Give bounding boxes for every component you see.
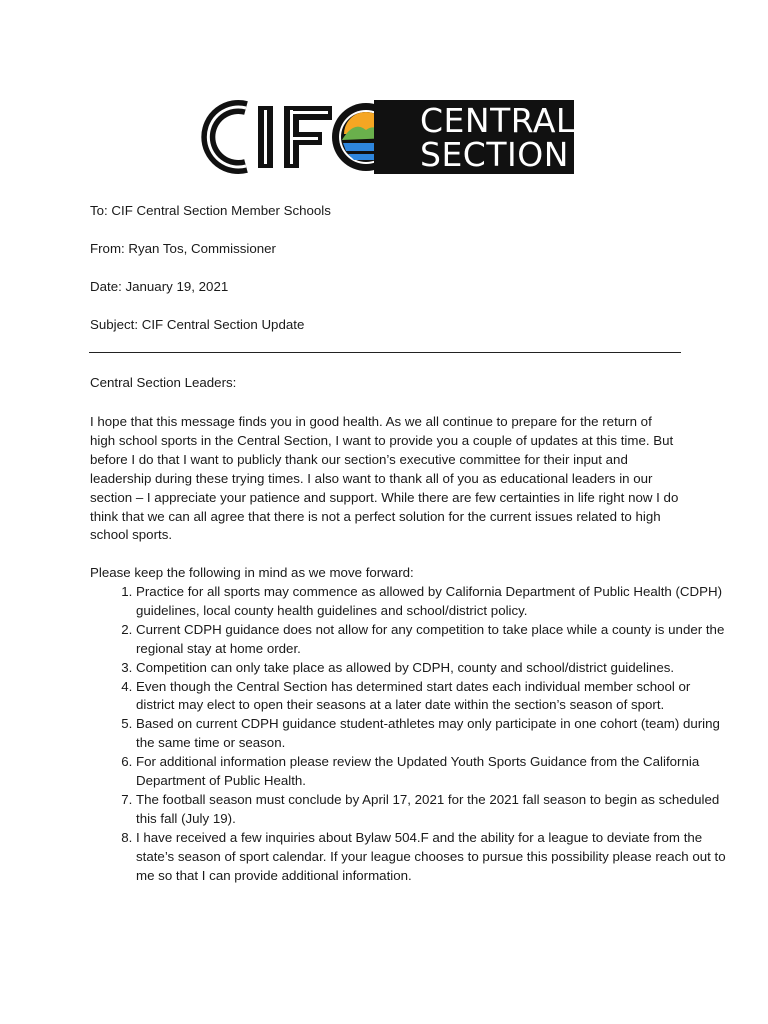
list-item: 1. Practice for all sports may commence as allowed by California Department of Public Health (CDPH) guidelines, local county health guidelines and school/district policy. bbox=[136, 583, 726, 621]
memo-date: Date: January 19, 2021 bbox=[90, 279, 229, 294]
header-divider bbox=[89, 352, 681, 353]
list-item: 3. Competition can only take place as allowed by CDPH, county and school/district guidelines. bbox=[136, 659, 726, 678]
salutation: Central Section Leaders: bbox=[90, 375, 237, 390]
list-item: 5. Based on current CDPH guidance student-athletes may only participate in one cohort (team) during the same time or season. bbox=[136, 715, 726, 753]
list-item: 6. For additional information please review the Updated Youth Sports Guidance from the California Department of Public Health. bbox=[136, 753, 726, 791]
logo-line-section: SECTION bbox=[420, 135, 569, 174]
guidance-list bbox=[90, 583, 726, 886]
list-intro: Please keep the following in mind as we move forward: bbox=[90, 565, 414, 580]
memo-to: To: CIF Central Section Member Schools bbox=[90, 203, 331, 218]
memo-from: From: Ryan Tos, Commissioner bbox=[90, 241, 276, 256]
cif-central-section-logo bbox=[194, 96, 574, 178]
list-item: 7. The football season must conclude by April 17, 2021 for the 2021 fall season to begin as scheduled this fall (July 19). bbox=[136, 791, 726, 829]
memo-subject: Subject: CIF Central Section Update bbox=[90, 317, 305, 332]
list-item: 2. Current CDPH guidance does not allow for any competition to take place while a county is under the regional stay at home order. bbox=[136, 621, 726, 659]
logo-line-central: CENTRAL bbox=[420, 101, 575, 140]
list-item: 8. I have received a few inquiries about Bylaw 504.F and the ability for a league to deviate from the state’s season of sport calendar. If your league chooses to pursue this possibility please reach out to me so that I can provide additional information. bbox=[136, 829, 726, 886]
list-item: 4. Even though the Central Section has determined start dates each individual member school or district may elect to open their seasons at a later date within the section’s season of sport. bbox=[136, 678, 726, 716]
intro-paragraph: I hope that this message finds you in good health. As we all continue to prepare for the return of high school sports in the Central Section, I want to provide you a couple of updates at this time. But before I do that I want to publicly thank our section’s executive committee for their input and leadership during these trying times. I also want to thank all of you as educational leaders in our section – I appreciate your patience and support. While there are few certainties in life right now I do think that we can all agree that there is not a perfect solution for the current issues related to high school sports. bbox=[90, 414, 679, 543]
